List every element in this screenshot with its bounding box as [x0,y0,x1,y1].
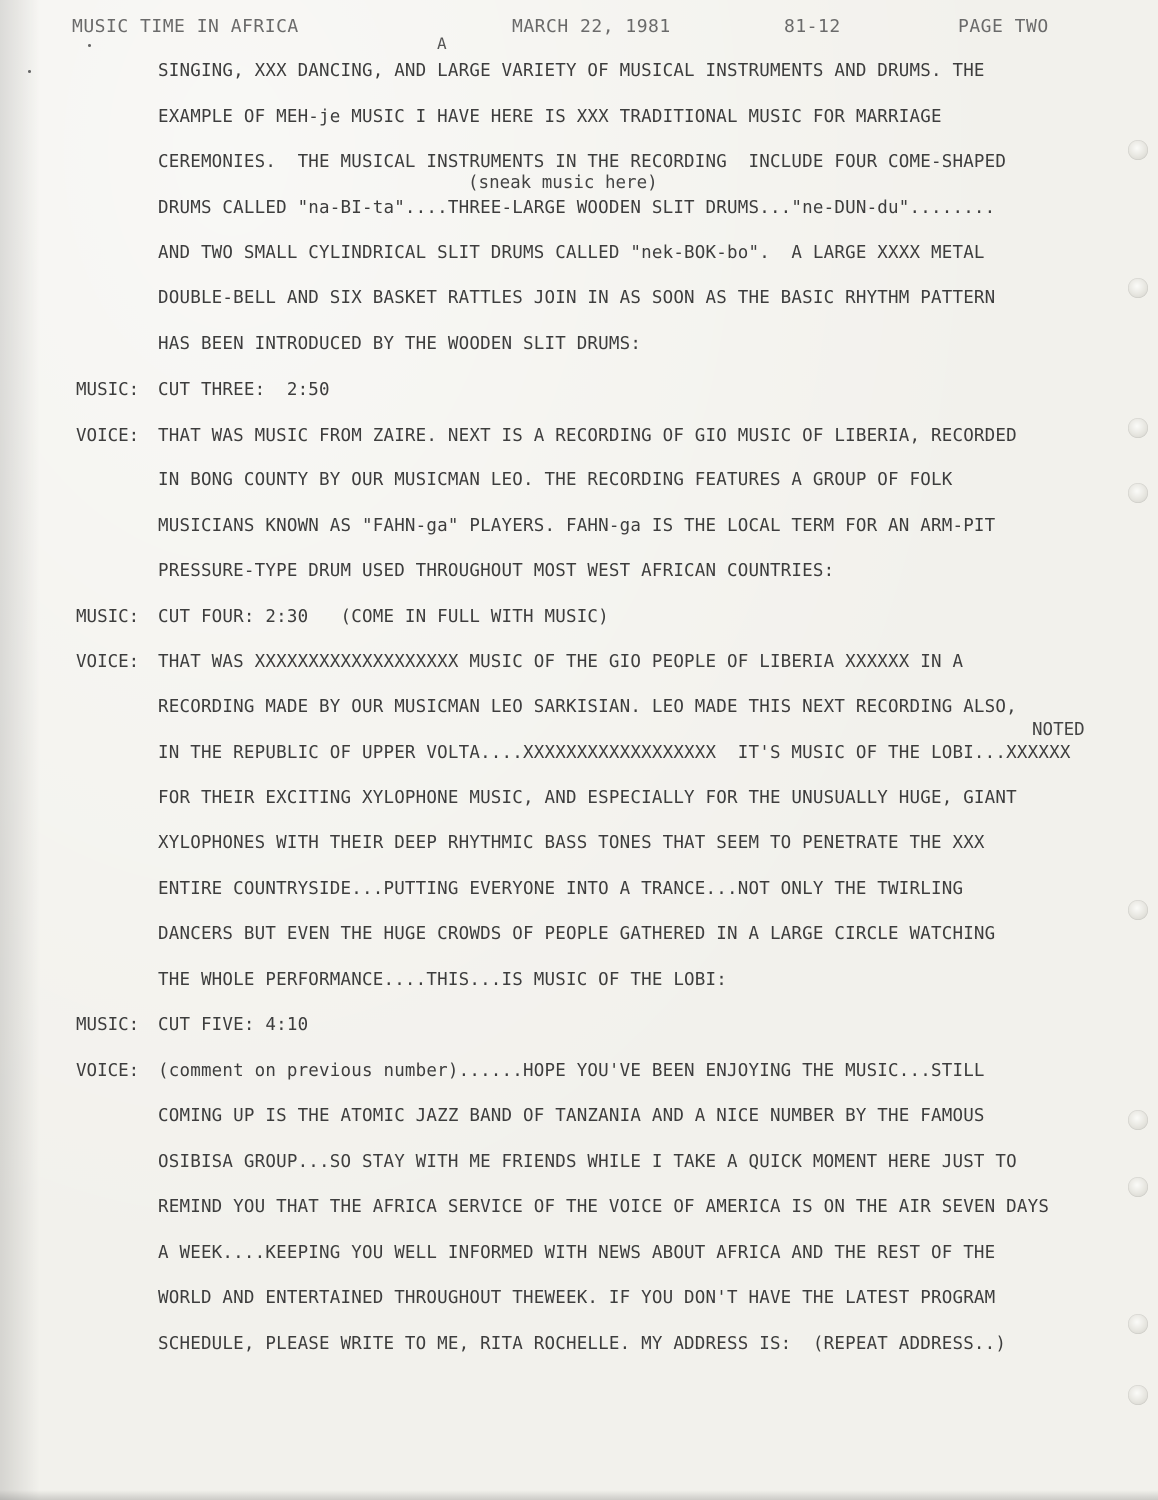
header-script-number: 81-12 [784,16,841,37]
header-program-title: MUSIC TIME IN AFRICA [72,16,299,37]
script-line: REMIND YOU THAT THE AFRICA SERVICE OF THE VOICE OF AMERICA IS ON THE AIR SEVEN DAYS [158,1197,1050,1217]
punch-hole [1128,140,1148,160]
stray-mark [28,70,31,73]
script-line: CEREMONIES. THE MUSICAL INSTRUMENTS IN THE RECORDING INCLUDE FOUR COME-SHAPED [158,152,1007,172]
script-line: HAS BEEN INTRODUCED BY THE WOODEN SLIT DRUMS: [158,334,642,354]
punch-hole [1128,278,1148,298]
header-page-number: PAGE TWO [958,16,1049,37]
script-line: WORLD AND ENTERTAINED THROUGHOUT THEWEEK. IF YOU DON'T HAVE THE LATEST PROGRAM [158,1288,996,1308]
script-line: A WEEK....KEEPING YOU WELL INFORMED WITH NEWS ABOUT AFRICA AND THE REST OF THE [158,1243,996,1263]
script-line: SINGING, XXX DANCING, AND LARGE VARIETY OF MUSICAL INSTRUMENTS AND DRUMS. THE [158,61,985,81]
page-bottom-edge [0,1490,1158,1500]
cue-label-voice: VOICE: [76,426,140,446]
music-cue-line: CUT THREE: 2:50 [158,380,330,400]
script-line: THE WHOLE PERFORMANCE....THIS...IS MUSIC OF THE LOBI: [158,970,728,990]
punch-hole [1128,900,1148,920]
punch-hole [1128,418,1148,438]
punch-hole [1128,1385,1148,1405]
script-line: ENTIRE COUNTRYSIDE...PUTTING EVERYONE INTO A TRANCE...NOT ONLY THE TWIRLING [158,879,964,899]
punch-hole [1128,1110,1148,1130]
stray-mark [88,44,91,47]
punch-hole [1128,1314,1148,1334]
script-line: DOUBLE-BELL AND SIX BASKET RATTLES JOIN IN AS SOON AS THE BASIC RHYTHM PATTERN [158,288,996,308]
script-line: AND TWO SMALL CYLINDRICAL SLIT DRUMS CALLED "nek-BOK-bo". A LARGE XXXX METAL [158,243,985,263]
cue-label-music: MUSIC: [76,607,140,627]
script-line: SCHEDULE, PLEASE WRITE TO ME, RITA ROCHELLE. MY ADDRESS IS: (REPEAT ADDRESS..) [158,1334,1007,1354]
script-line: EXAMPLE OF MEH-je MUSIC I HAVE HERE IS XXX TRADITIONAL MUSIC FOR MARRIAGE [158,107,942,127]
script-line: DANCERS BUT EVEN THE HUGE CROWDS OF PEOPLE GATHERED IN A LARGE CIRCLE WATCHING [158,924,996,944]
script-line: COMING UP IS THE ATOMIC JAZZ BAND OF TANZANIA AND A NICE NUMBER BY THE FAMOUS [158,1106,985,1126]
music-cue-line: CUT FOUR: 2:30 (COME IN FULL WITH MUSIC) [158,607,609,627]
cue-label-voice: VOICE: [76,1061,140,1081]
cue-label-music: MUSIC: [76,1015,140,1035]
cue-label-music: MUSIC: [76,380,140,400]
insertion-caret: A [437,34,447,53]
punch-hole [1128,1177,1148,1197]
script-line: FOR THEIR EXCITING XYLOPHONE MUSIC, AND ESPECIALLY FOR THE UNUSUALLY HUGE, GIANT [158,788,1017,808]
page-left-shadow [0,0,40,1500]
cue-label-voice: VOICE: [76,652,140,672]
script-line: IN THE REPUBLIC OF UPPER VOLTA....XXXXXXXXXXXXXXXXXX IT'S MUSIC OF THE LOBI...XXXXXX [158,743,1071,763]
script-line: RECORDING MADE BY OUR MUSICMAN LEO SARKISIAN. LEO MADE THIS NEXT RECORDING ALSO, [158,697,1017,717]
script-line: PRESSURE-TYPE DRUM USED THROUGHOUT MOST WEST AFRICAN COUNTRIES: [158,561,835,581]
script-line: IN BONG COUNTY BY OUR MUSICMAN LEO. THE RECORDING FEATURES A GROUP OF FOLK [158,470,953,490]
typed-insertion-noted: NOTED [1032,720,1085,740]
script-line: XYLOPHONES WITH THEIR DEEP RHYTHMIC BASS TONES THAT SEEM TO PENETRATE THE XXX [158,833,985,853]
script-line: MUSICIANS KNOWN AS "FAHN-ga" PLAYERS. FAHN-ga IS THE LOCAL TERM FOR AN ARM-PIT [158,516,996,536]
header-date: MARCH 22, 1981 [512,16,671,37]
handwritten-note-sneak-music: (sneak music here) [468,173,658,193]
punch-hole [1128,483,1148,503]
script-line: THAT WAS XXXXXXXXXXXXXXXXXXX MUSIC OF THE GIO PEOPLE OF LIBERIA XXXXXX IN A [158,652,964,672]
script-line: THAT WAS MUSIC FROM ZAIRE. NEXT IS A RECORDING OF GIO MUSIC OF LIBERIA, RECORDED [158,426,1017,446]
music-cue-line: CUT FIVE: 4:10 [158,1015,309,1035]
script-line: (comment on previous number)......HOPE YOU'VE BEEN ENJOYING THE MUSIC...STILL [158,1061,985,1081]
script-line: OSIBISA GROUP...SO STAY WITH ME FRIENDS WHILE I TAKE A QUICK MOMENT HERE JUST TO [158,1152,1017,1172]
script-line: DRUMS CALLED "na-BI-ta"....THREE-LARGE WOODEN SLIT DRUMS..."ne-DUN-du"........ [158,198,996,218]
